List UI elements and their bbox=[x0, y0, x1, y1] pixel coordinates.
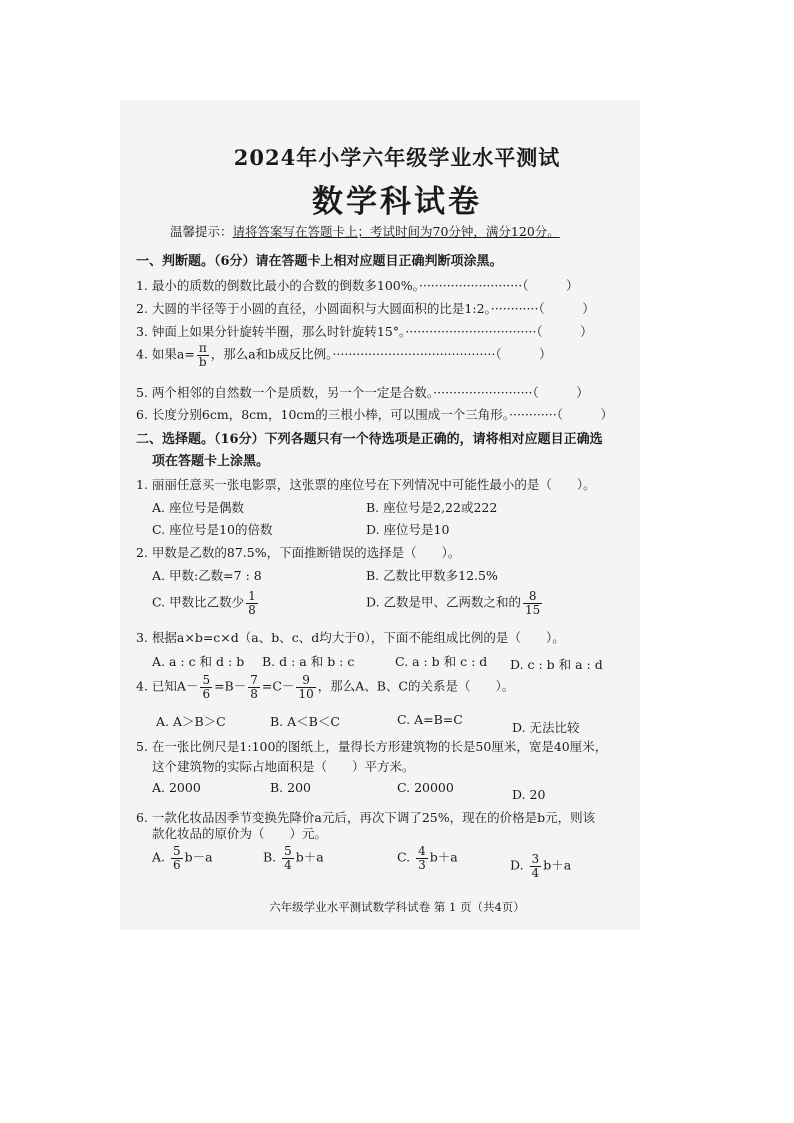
fraction: $\frac{5}{4}$ bbox=[284, 844, 292, 872]
choice-q1-stem: 1. 丽丽任意买一张电影票，这张票的座位号在下列情况中可能性最小的是（ ）。 bbox=[136, 477, 596, 492]
section1-heading: 一、判断题。（6分）请在答题卡上相对应题目正确判断项涂黑。 bbox=[136, 254, 503, 269]
fraction: $\frac{5}{6}$ bbox=[202, 673, 211, 701]
choice-q2-option-c: C. 甲数比乙数少 $\frac{1}{8}$ bbox=[152, 589, 256, 617]
fraction: $\frac{3}{4}$ bbox=[531, 852, 540, 880]
section2-heading-line1: 二、选择题。（16分）下列各题只有一个待选项是正确的，请将相对应题目正确选 bbox=[136, 432, 603, 447]
choice-q3-option-b: B. d : a 和 b : c bbox=[262, 654, 355, 669]
choice-q3-option-a: A. a : c 和 d : b bbox=[152, 654, 245, 669]
notice bbox=[170, 222, 560, 240]
fraction: $\frac{9}{10}$ bbox=[298, 673, 314, 701]
choice-q6-option-a: A. $\frac{5}{6}$ b－a bbox=[152, 844, 213, 872]
fraction: $\frac{5}{6}$ bbox=[173, 844, 181, 872]
section2-heading-line2: 项在答题卡上涂黑。 bbox=[152, 454, 270, 469]
notice-text: 请将答案写在答题卡上；考试时间为70分钟，满分120分。 bbox=[232, 224, 560, 239]
choice-q3-option-d: D. c : b 和 a : d bbox=[510, 657, 603, 672]
choice-q2-option-b: B. 乙数比甲数多12.5% bbox=[366, 568, 498, 583]
choice-q1-option-d: D. 座位号是10 bbox=[366, 522, 450, 537]
judge-item-2: 2. 大圆的半径等于小圆的直径，小圆面积与大圆面积的比是1:2。············（ ） bbox=[136, 301, 595, 316]
exam-title: 2024年小学六年级学业水平测试 bbox=[233, 145, 561, 170]
choice-q6-option-b: B. $\frac{5}{4}$ b＋a bbox=[263, 844, 324, 872]
choice-q6-option-d: D. $\frac{3}{4}$ b＋a bbox=[510, 852, 572, 880]
choice-q3-option-c: C. a : b 和 c : d bbox=[395, 654, 488, 669]
choice-q6-stem-line2: 款化妆品的原价为（ ）元。 bbox=[152, 826, 328, 841]
fraction: $\frac{\pi}{b}$ bbox=[198, 341, 207, 369]
choice-q6-option-c: C. $\frac{4}{3}$ b＋a bbox=[397, 844, 458, 872]
choice-q4-option-b: B. A＜B＜C bbox=[270, 714, 340, 729]
choice-q5-option-a: A. 2000 bbox=[152, 780, 201, 795]
choice-q2-option-a: A. 甲数:乙数=7 : 8 bbox=[152, 568, 262, 583]
choice-q3-stem: 3. 根据a×b=c×d（a、b、c、d均大于0），下面不能组成比例的是（ ）。 bbox=[136, 630, 565, 645]
choice-q6-stem-line1: 6. 一款化妆品因季节变换先降价a元后，再次下调了25%，现在的价格是b元，则该 bbox=[136, 810, 596, 825]
judge-item-4-prefix: 4. 如果a= bbox=[136, 346, 195, 362]
choice-q4-stem: 4. 已知A－ $\frac{5}{6}$ =B－ $\frac{7}{8}$ =C－ $\frac{9}{10}$ ，那么A、B、C的关系是（ ）。 bbox=[136, 673, 515, 701]
fraction: $\frac{1}{8}$ bbox=[248, 589, 256, 617]
choice-q4-option-d: D. 无法比较 bbox=[512, 720, 580, 735]
choice-q5-stem-line1: 5. 在一张比例尺是1:100的图纸上，量得长方形建筑物的长是50厘米，宽是40厘米， bbox=[136, 739, 608, 754]
choice-q4-option-c: C. A=B=C bbox=[397, 712, 463, 727]
choice-q2-option-d: D. 乙数是甲、乙两数之和的 $\frac{8}{15}$ bbox=[366, 589, 541, 617]
choice-q4-option-a: A. A＞B＞C bbox=[156, 714, 226, 729]
choice-q5-option-c: C. 20000 bbox=[397, 780, 454, 795]
choice-q1-option-b: B. 座位号是2,22或222 bbox=[366, 500, 498, 515]
judge-item-5: 5. 两个相邻的自然数一个是质数，另一个一定是合数。·························（ ） bbox=[136, 385, 589, 400]
judge-item-3: 3. 钟面上如果分针旋转半圈，那么时针旋转15°。·································（ ） bbox=[136, 324, 593, 339]
exam-subtitle: 数学科试卷 bbox=[312, 184, 482, 220]
judge-item-4-tail: ，那么a和b成反比例。·········································（ ） bbox=[210, 346, 552, 362]
choice-q1-option-c: C. 座位号是10的倍数 bbox=[152, 522, 273, 537]
judge-item-4 bbox=[136, 342, 552, 368]
choice-q5-stem-line2: 这个建筑物的实际占地面积是（ ）平方米。 bbox=[152, 759, 415, 774]
choice-q2-stem: 2. 甲数是乙数的87.5%，下面推断错误的选择是（ ）。 bbox=[136, 545, 461, 560]
fraction: $\frac{4}{3}$ bbox=[418, 844, 426, 872]
choice-q1-option-a: A. 座位号是偶数 bbox=[152, 500, 244, 515]
choice-q5-option-d: D. 20 bbox=[512, 787, 546, 802]
judge-item-6: 6. 长度分别6cm，8cm，10cm的三根小棒，可以围成一个三角形。············（ ） bbox=[136, 407, 613, 422]
fraction: $\frac{7}{8}$ bbox=[250, 673, 258, 701]
notice-label: 温馨提示： bbox=[170, 224, 233, 239]
page-footer: 六年级学业水平测试数学科试卷 第 1 页（共4页） bbox=[269, 900, 525, 914]
judge-item-1: 1. 最小的质数的倒数比最小的合数的倒数多100%。··························（ ） bbox=[136, 278, 579, 293]
fraction: $\frac{8}{15}$ bbox=[525, 589, 541, 617]
choice-q5-option-b: B. 200 bbox=[270, 780, 311, 795]
